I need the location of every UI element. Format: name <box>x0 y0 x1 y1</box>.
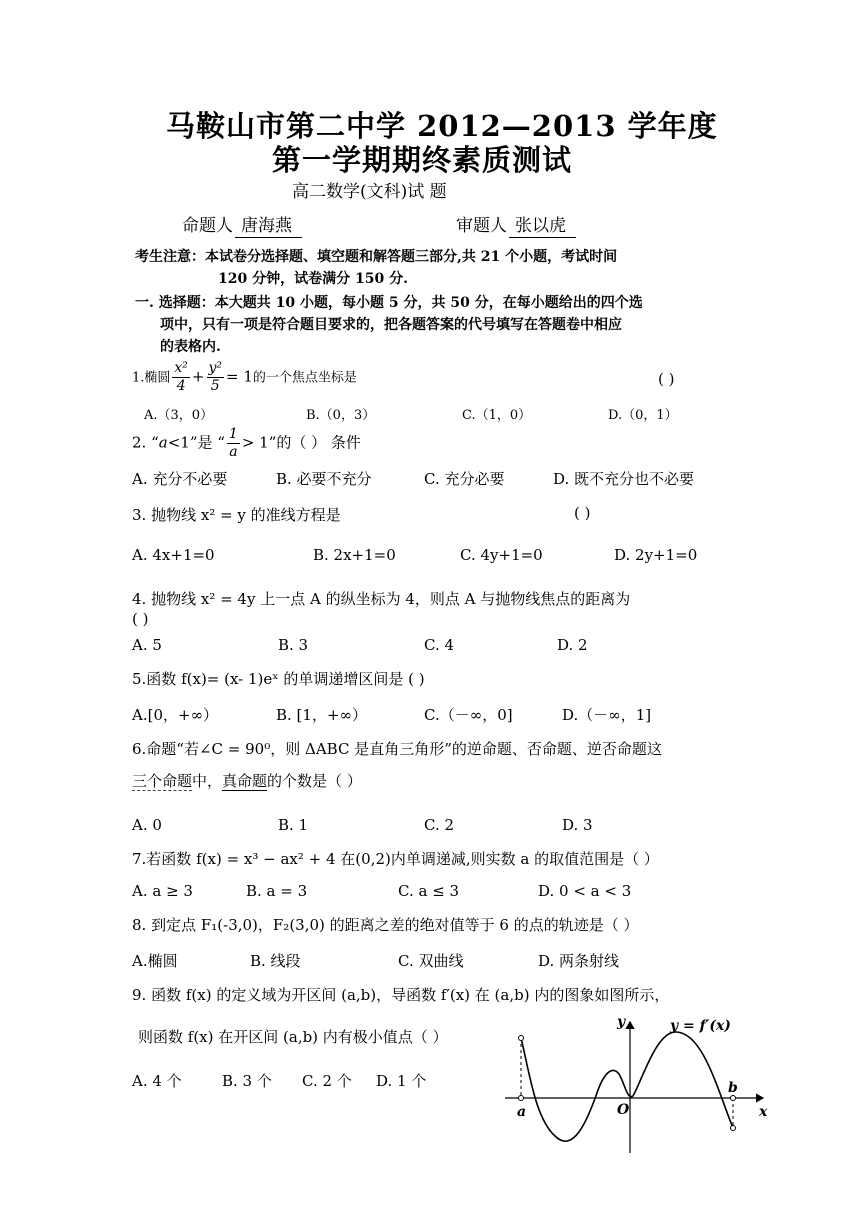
q6-option-b: B. 1 <box>278 816 309 834</box>
reviewer <box>456 211 576 238</box>
title-line1: 马鞍山市第二中学 2012—2013 学年度 <box>166 109 718 143</box>
q4-option-d: D. 2 <box>557 636 588 654</box>
q4-option-c: C. 4 <box>424 636 455 654</box>
derivative-graph <box>495 1008 785 1158</box>
q9-option-a: A. 4 个 <box>132 1072 182 1090</box>
q1-option-b: B.（0，3） <box>306 408 376 423</box>
q4-option-b: B. 3 <box>278 636 309 654</box>
title-line2: 第一学期期终素质测试 <box>272 143 573 177</box>
q3-option-b: B. 2x+1=0 <box>313 546 396 564</box>
q3-option-d: D. 2y+1=0 <box>614 546 698 564</box>
q9-option-b: B. 3 个 <box>222 1072 272 1090</box>
q2-option-c: C. 充分必要 <box>424 470 505 488</box>
q2-option-d: D. 既不充分也不必要 <box>553 470 695 488</box>
section1-line3: 的表格内. <box>160 339 221 355</box>
q7-option-a: A. a ≥ 3 <box>132 882 193 900</box>
q6-option-c: C. 2 <box>424 816 455 834</box>
q2-option-b: B. 必要不充分 <box>276 470 372 488</box>
q9-line2: 则函数 f(x) 在开区间 (a,b) 内有极小值点（ ） <box>138 1028 448 1046</box>
q3-paren: ( ) <box>574 504 591 522</box>
question-4: 4. 抛物线 x² = 4y 上一点 A 的纵坐标为 4，则点 A 与抛物线焦点的距离为 <box>132 590 631 608</box>
question-3: 3. 抛物线 x² = y 的准线方程是 <box>132 506 341 524</box>
q8-option-c: C. 双曲线 <box>398 952 464 970</box>
q6-option-a: A. 0 <box>132 816 162 834</box>
q4-paren: ( ) <box>132 610 149 628</box>
question-1: 1.椭圆 $\frac{\text{x²}}{4}$ + $\frac{\text{y²}}{5}$ = 1的一个焦点坐标是 <box>132 360 357 394</box>
y-axis-label: y <box>617 1014 626 1030</box>
reviewer-label: 审题人 <box>456 216 507 236</box>
question-5: 5.函数 f(x)= (x- 1)eˣ 的单调递增区间是 ( ) <box>132 670 425 688</box>
b-axis-point <box>731 1096 736 1101</box>
reviewer-name: 张以虎 <box>509 211 576 238</box>
b-label: b <box>728 1080 738 1096</box>
q7-option-b: B. a = 3 <box>246 882 308 900</box>
x-axis-label: x <box>759 1104 768 1120</box>
q5-option-c: C.（－∞，0] <box>424 706 513 724</box>
q1-option-c: C.（1，0） <box>462 408 532 423</box>
notice-line1: 考生注意：本试卷分选择题、填空题和解答题三部分,共 21 个小题，考试时间 <box>135 249 618 265</box>
section1-line2: 项中，只有一项是符合题目要求的，把各题答案的代号填写在答题卷中相应 <box>160 317 622 333</box>
setter-name: 唐海燕 <box>235 211 302 238</box>
q1-paren: ( ) <box>658 370 675 388</box>
question-8: 8. 到定点 F₁(-3,0)，F₂(3,0) 的距离之差的绝对值等于 6 的点的轨迹是（ ） <box>132 916 639 934</box>
q9-option-d: D. 1 个 <box>376 1072 427 1090</box>
derivative-curve <box>521 1032 733 1141</box>
question-9: 9. 函数 f(x) 的定义域为开区间 (a,b)，导函数 f′(x) 在 (a,b) 内的图象如图所示， <box>132 986 670 1004</box>
notice-line2: 120 分钟，试卷满分 150 分. <box>218 271 408 287</box>
q4-option-a: A. 5 <box>132 636 162 654</box>
q5-option-b: B. [1，+∞） <box>276 706 368 724</box>
a-label: a <box>517 1104 527 1120</box>
section1-line1: 一. 选择题：本大题共 10 小题，每小题 5 分，共 50 分，在每小题给出的四个选 <box>135 295 643 311</box>
subtitle: 高二数学(文科)试 题 <box>292 182 447 202</box>
setter-label: 命题人 <box>182 216 233 236</box>
q1-option-a: A.（3，0） <box>144 408 214 423</box>
q3-option-a: A. 4x+1=0 <box>132 546 215 564</box>
curve-label: y = f′(x) <box>670 1018 731 1034</box>
q8-option-b: B. 线段 <box>250 952 301 970</box>
a-axis-point <box>519 1096 524 1101</box>
q2-option-a: A. 充分不必要 <box>132 470 228 488</box>
b-endpoint <box>731 1126 736 1131</box>
q5-option-d: D.（－∞，1] <box>562 706 652 724</box>
q8-option-d: D. 两条射线 <box>538 952 620 970</box>
origin-label: O <box>617 1102 630 1118</box>
q5-option-a: A.[0，+∞） <box>132 706 219 724</box>
question-6: 6.命题“若∠C = 90⁰，则 ΔABC 是直角三角形”的逆命题、否命题、逆否命题这 <box>132 740 662 758</box>
q3-option-c: C. 4y+1=0 <box>460 546 543 564</box>
q8-option-a: A.椭圆 <box>132 952 178 970</box>
a-endpoint <box>519 1036 524 1041</box>
q9-option-c: C. 2 个 <box>302 1072 352 1090</box>
q7-option-d: D. 0 < a < 3 <box>538 882 632 900</box>
setter <box>182 211 302 238</box>
question-2: 2. “a<1”是 “ $\frac{1}{a}$ > 1”的（ ） 条件 <box>132 426 361 460</box>
q6-line2: 三个命题中，真命题的个数是（ ） <box>132 772 362 790</box>
q1-option-d: D.（0，1） <box>608 408 678 423</box>
q6-option-d: D. 3 <box>562 816 593 834</box>
question-7: 7.若函数 f(x) = x³ − ax² + 4 在(0,2)内单调递减,则实数 a 的取值范围是（ ） <box>132 850 659 868</box>
q7-option-c: C. a ≤ 3 <box>398 882 460 900</box>
